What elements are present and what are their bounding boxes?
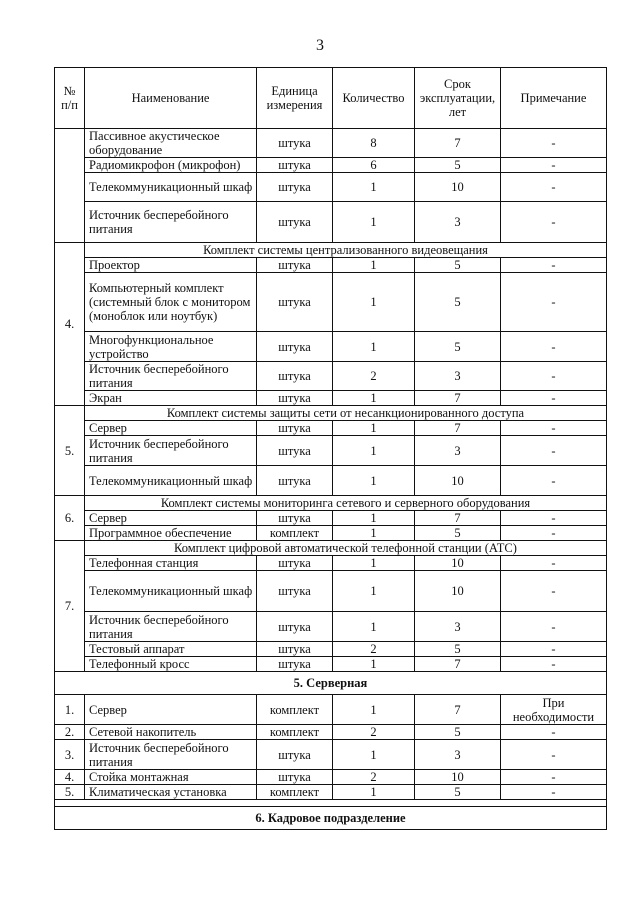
item-number: 5.	[55, 785, 85, 800]
group-title-row	[55, 406, 607, 421]
item-qty: 1	[333, 612, 415, 642]
item-qty: 1	[333, 436, 415, 466]
item-number: 1.	[55, 695, 85, 725]
item-unit: штука	[257, 740, 333, 770]
item-term: 5	[415, 526, 501, 541]
item-name: Источник бесперебойного питания	[85, 202, 257, 243]
item-qty: 1	[333, 466, 415, 496]
item-unit: комплект	[257, 526, 333, 541]
header-num: № п/п	[55, 68, 85, 129]
item-note: -	[501, 332, 607, 362]
item-note: -	[501, 362, 607, 391]
item-qty: 2	[333, 725, 415, 740]
item-note: -	[501, 258, 607, 273]
item-unit: штука	[257, 158, 333, 173]
item-unit: комплект	[257, 695, 333, 725]
item-unit: штука	[257, 436, 333, 466]
item-note: -	[501, 421, 607, 436]
item-term: 10	[415, 173, 501, 202]
item-note: -	[501, 511, 607, 526]
item-name: Источник бесперебойного питания	[85, 612, 257, 642]
item-note: -	[501, 391, 607, 406]
item-term: 5	[415, 785, 501, 800]
item-qty: 1	[333, 332, 415, 362]
item-qty: 1	[333, 258, 415, 273]
item-note: -	[501, 436, 607, 466]
item-note: -	[501, 202, 607, 243]
item-qty: 2	[333, 642, 415, 657]
equipment-table	[54, 67, 607, 830]
header-qty: Количество	[333, 68, 415, 129]
item-name: Телефонный кросс	[85, 657, 257, 672]
item-term: 5	[415, 332, 501, 362]
item-note: -	[501, 785, 607, 800]
item-term: 5	[415, 258, 501, 273]
item-name: Тестовый аппарат	[85, 642, 257, 657]
item-name: Телекоммуникационный шкаф	[85, 466, 257, 496]
item-name: Компьютерный комплект (системный блок с монитором (моноблок или ноутбук)	[85, 273, 257, 332]
item-unit: штука	[257, 273, 333, 332]
header-name: Наименование	[85, 68, 257, 129]
item-qty: 1	[333, 695, 415, 725]
item-note: -	[501, 571, 607, 612]
item-unit: штука	[257, 332, 333, 362]
item-note: При необходимости	[501, 695, 607, 725]
item-term: 3	[415, 436, 501, 466]
item-unit: штука	[257, 556, 333, 571]
item-qty: 2	[333, 770, 415, 785]
table-row	[55, 740, 607, 770]
table-row	[55, 362, 607, 391]
item-term: 7	[415, 695, 501, 725]
item-unit: штука	[257, 129, 333, 158]
table-row	[55, 258, 607, 273]
item-term: 7	[415, 657, 501, 672]
item-unit: штука	[257, 612, 333, 642]
item-name: Радиомикрофон (микрофон)	[85, 158, 257, 173]
table-header-row	[55, 68, 607, 129]
group-number: 5.	[55, 406, 85, 496]
item-qty: 1	[333, 571, 415, 612]
section-title-row	[55, 807, 607, 830]
item-term: 5	[415, 158, 501, 173]
page-number: 3	[316, 37, 324, 54]
item-qty: 1	[333, 657, 415, 672]
table-row	[55, 695, 607, 725]
item-qty: 1	[333, 526, 415, 541]
item-unit: штука	[257, 362, 333, 391]
table-row	[55, 129, 607, 158]
item-term: 5	[415, 725, 501, 740]
group-title: Комплект системы защиты сети от несанкционированного доступа	[85, 406, 607, 421]
table-row	[55, 511, 607, 526]
item-name: Климатическая установка	[85, 785, 257, 800]
item-note: -	[501, 526, 607, 541]
item-term: 3	[415, 612, 501, 642]
item-name: Сетевой накопитель	[85, 725, 257, 740]
section-title: 5. Серверная	[55, 672, 607, 695]
item-unit: штука	[257, 571, 333, 612]
item-unit: комплект	[257, 785, 333, 800]
item-note: -	[501, 129, 607, 158]
item-unit: штука	[257, 391, 333, 406]
table-row	[55, 785, 607, 800]
item-note: -	[501, 612, 607, 642]
header-note: Примечание	[501, 68, 607, 129]
item-qty: 1	[333, 785, 415, 800]
item-term: 7	[415, 391, 501, 406]
table-row	[55, 332, 607, 362]
item-unit: штука	[257, 657, 333, 672]
group-title: Комплект системы централизованного видеовещания	[85, 243, 607, 258]
item-number: 4.	[55, 770, 85, 785]
item-name: Многофункциональное устройство	[85, 332, 257, 362]
table-row	[55, 421, 607, 436]
item-term: 7	[415, 421, 501, 436]
item-term: 7	[415, 129, 501, 158]
table-row	[55, 526, 607, 541]
table-row	[55, 657, 607, 672]
item-qty: 1	[333, 421, 415, 436]
item-unit: штука	[257, 511, 333, 526]
table-row	[55, 556, 607, 571]
item-name: Сервер	[85, 421, 257, 436]
item-unit: штука	[257, 642, 333, 657]
spacer-row	[55, 800, 607, 807]
item-note: -	[501, 657, 607, 672]
section-title-row	[55, 672, 607, 695]
item-term: 3	[415, 362, 501, 391]
table-row	[55, 571, 607, 612]
header-unit: Единица измерения	[257, 68, 333, 129]
table-row	[55, 273, 607, 332]
item-note: -	[501, 173, 607, 202]
item-unit: штука	[257, 770, 333, 785]
item-name: Источник бесперебойного питания	[85, 362, 257, 391]
item-unit: штука	[257, 466, 333, 496]
group-title-row	[55, 496, 607, 511]
item-qty: 1	[333, 740, 415, 770]
item-qty: 1	[333, 173, 415, 202]
item-qty: 2	[333, 362, 415, 391]
group-title: Комплект цифровой автоматической телефонной станции (АТС)	[85, 541, 607, 556]
item-qty: 1	[333, 273, 415, 332]
item-note: -	[501, 770, 607, 785]
item-qty: 6	[333, 158, 415, 173]
item-unit: штука	[257, 173, 333, 202]
item-name: Пассивное акустическое оборудование	[85, 129, 257, 158]
item-note: -	[501, 466, 607, 496]
table-row	[55, 158, 607, 173]
table-row	[55, 725, 607, 740]
table-row	[55, 770, 607, 785]
item-qty: 1	[333, 202, 415, 243]
group-number: 6.	[55, 496, 85, 541]
item-name: Сервер	[85, 511, 257, 526]
item-name: Проектор	[85, 258, 257, 273]
item-unit: штука	[257, 202, 333, 243]
item-unit: комплект	[257, 725, 333, 740]
item-term: 3	[415, 202, 501, 243]
item-term: 10	[415, 571, 501, 612]
item-term: 10	[415, 556, 501, 571]
item-term: 3	[415, 740, 501, 770]
group-number: 7.	[55, 541, 85, 672]
table-row	[55, 173, 607, 202]
group-title-row	[55, 541, 607, 556]
item-name: Экран	[85, 391, 257, 406]
item-term: 5	[415, 273, 501, 332]
item-name: Стойка монтажная	[85, 770, 257, 785]
group-title-row	[55, 243, 607, 258]
item-name: Источник бесперебойного питания	[85, 436, 257, 466]
item-name: Сервер	[85, 695, 257, 725]
item-note: -	[501, 273, 607, 332]
item-term: 10	[415, 466, 501, 496]
item-name: Телекоммуникационный шкаф	[85, 173, 257, 202]
item-qty: 1	[333, 391, 415, 406]
item-qty: 1	[333, 556, 415, 571]
item-term: 10	[415, 770, 501, 785]
table-row	[55, 642, 607, 657]
item-number: 2.	[55, 725, 85, 740]
item-name: Источник бесперебойного питания	[85, 740, 257, 770]
item-note: -	[501, 740, 607, 770]
table-row	[55, 202, 607, 243]
item-note: -	[501, 642, 607, 657]
item-note: -	[501, 725, 607, 740]
table-row	[55, 436, 607, 466]
table-row	[55, 466, 607, 496]
section-title: 6. Кадровое подразделение	[55, 807, 607, 830]
item-term: 5	[415, 642, 501, 657]
table-row	[55, 612, 607, 642]
group-number-cell	[55, 129, 85, 243]
group-number: 4.	[55, 243, 85, 406]
item-qty: 1	[333, 511, 415, 526]
item-note: -	[501, 158, 607, 173]
item-name: Телекоммуникационный шкаф	[85, 571, 257, 612]
group-title: Комплект системы мониторинга сетевого и серверного оборудования	[85, 496, 607, 511]
item-unit: штука	[257, 421, 333, 436]
spacer-cell	[55, 800, 607, 807]
item-name: Телефонная станция	[85, 556, 257, 571]
header-term: Срок эксплуатации, лет	[415, 68, 501, 129]
item-note: -	[501, 556, 607, 571]
table-row	[55, 391, 607, 406]
item-unit: штука	[257, 258, 333, 273]
item-number: 3.	[55, 740, 85, 770]
item-qty: 8	[333, 129, 415, 158]
item-term: 7	[415, 511, 501, 526]
item-name: Программное обеспечение	[85, 526, 257, 541]
